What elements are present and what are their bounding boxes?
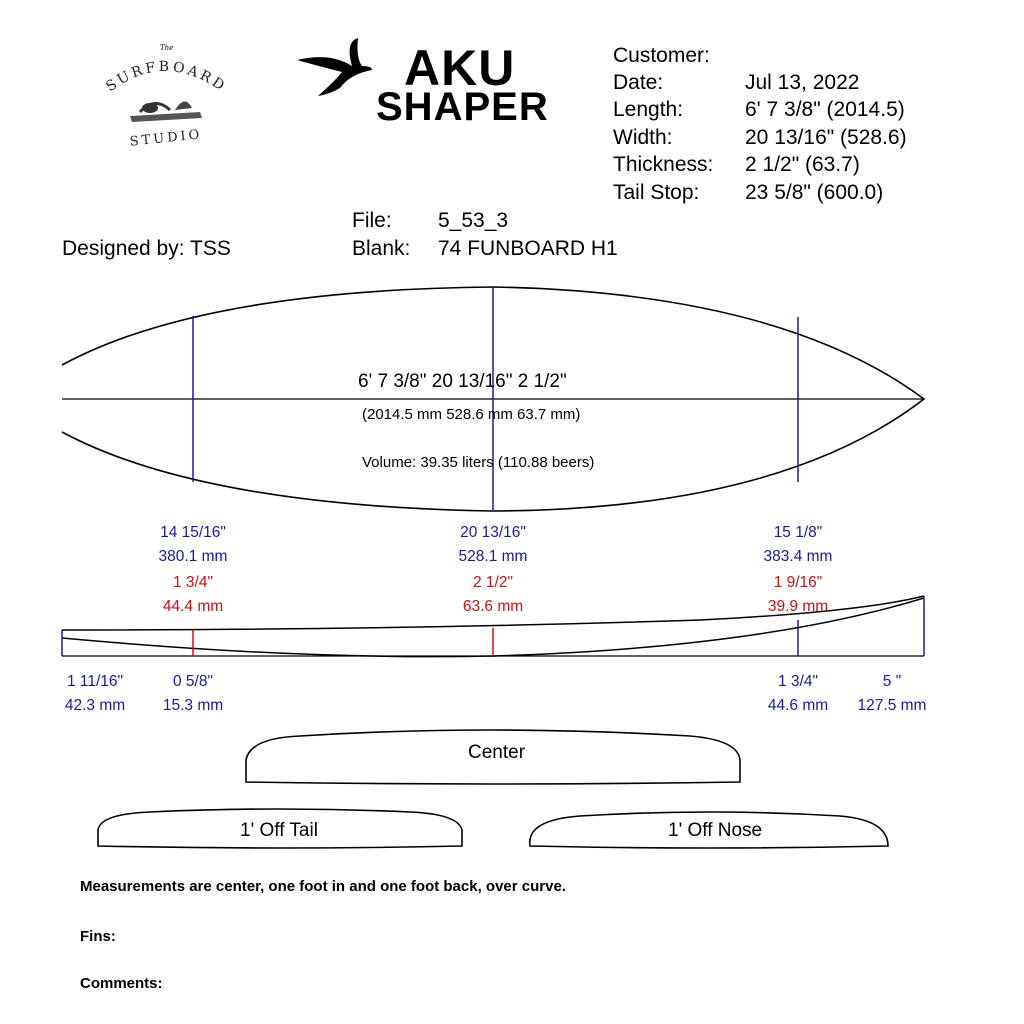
customer-field-value: 20 13/16" (528.6) bbox=[745, 125, 907, 149]
thickness-mm-label: 39.9 mm bbox=[767, 598, 829, 615]
customer-field-label: Tail Stop: bbox=[613, 180, 700, 204]
rocker-mm-label: 127.5 mm bbox=[857, 697, 927, 714]
outline-dims-imperial: 6' 7 3/8" 20 13/16" 2 1/2" bbox=[358, 371, 567, 392]
studio-logo-sub: STUDIO bbox=[129, 127, 204, 150]
brand-title-line2: SHAPER bbox=[376, 85, 549, 129]
customer-field-label: Thickness: bbox=[613, 153, 714, 177]
rocker-inch-label: 1 3/4" bbox=[778, 673, 818, 690]
thickness-inch-label: 1 9/16" bbox=[773, 574, 823, 591]
width-inch-label: 14 15/16" bbox=[160, 524, 226, 541]
file-value: 5_53_3 bbox=[438, 209, 509, 232]
width-mm-label: 528.1 mm bbox=[458, 548, 528, 565]
section-nose-label: 1' Off Nose bbox=[668, 820, 763, 841]
rocker-inch-label: 1 11/16" bbox=[66, 673, 124, 690]
width-mm-label: 383.4 mm bbox=[763, 548, 833, 565]
designed-by: Designed by: TSS bbox=[62, 237, 231, 260]
customer-field-value: 6' 7 3/8" (2014.5) bbox=[745, 98, 905, 122]
studio-logo-top: The bbox=[160, 44, 174, 52]
customer-field-value: Jul 13, 2022 bbox=[745, 71, 860, 94]
thickness-inch-label: 2 1/2" bbox=[473, 574, 513, 591]
comments-label: Comments: bbox=[80, 975, 163, 992]
studio-logo-name: SURFBOARD bbox=[103, 58, 230, 96]
customer-field-value: 2 1/2" (63.7) bbox=[745, 153, 860, 177]
customer-field-value: 23 5/8" (600.0) bbox=[745, 180, 884, 204]
customer-label: Customer: bbox=[613, 44, 710, 67]
fins-label: Fins: bbox=[80, 928, 116, 945]
customer-field-label: Width: bbox=[613, 125, 673, 149]
rocker-mm-label: 15.3 mm bbox=[162, 697, 224, 714]
width-mm-label: 380.1 mm bbox=[158, 548, 228, 565]
rocker-mm-label: 44.6 mm bbox=[767, 697, 829, 714]
file-label: File: bbox=[352, 209, 392, 232]
rocker-mm-label: 42.3 mm bbox=[64, 697, 126, 714]
blank-value: 74 FUNBOARD H1 bbox=[438, 237, 618, 260]
section-center-label: Center bbox=[468, 742, 526, 763]
blank-label: Blank: bbox=[352, 237, 411, 260]
thickness-inch-label: 1 3/4" bbox=[173, 574, 213, 591]
brand-title-line1: AKU bbox=[404, 40, 516, 96]
thickness-mm-label: 44.4 mm bbox=[162, 598, 224, 615]
width-inch-label: 20 13/16" bbox=[460, 524, 526, 541]
rocker-inch-label: 0 5/8" bbox=[173, 673, 213, 690]
rocker-inch-label: 5 " bbox=[882, 673, 902, 690]
outline-dims-metric: (2014.5 mm 528.6 mm 63.7 mm) bbox=[362, 406, 581, 423]
customer-field-label: Length: bbox=[613, 98, 684, 122]
section-tail-label: 1' Off Tail bbox=[240, 820, 318, 841]
measurements-note: Measurements are center, one foot in and one foot back, over curve. bbox=[80, 878, 566, 895]
width-inch-label: 15 1/8" bbox=[773, 524, 823, 541]
outline-volume: Volume: 39.35 liters (110.88 beers) bbox=[362, 454, 595, 471]
customer-field-label: Date: bbox=[613, 71, 664, 94]
thickness-mm-label: 63.6 mm bbox=[462, 598, 524, 615]
